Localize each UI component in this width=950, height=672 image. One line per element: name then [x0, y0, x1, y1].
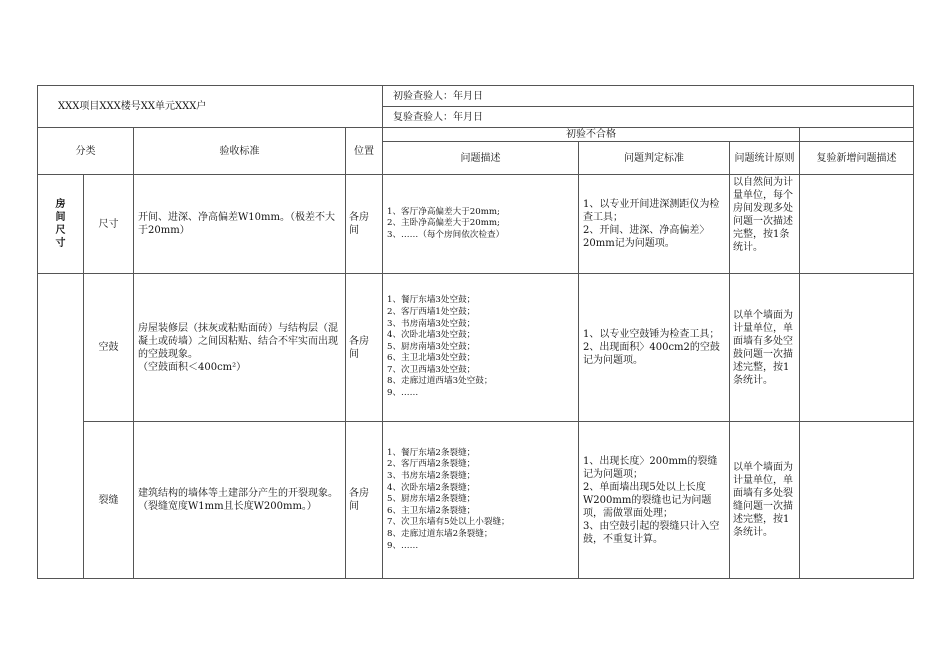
list-item: 5、厨房南墙3处空鼓； — [387, 341, 476, 352]
standard-text: 房屋装修层（抹灰或粘贴面砖）与结构层（混凝土或砖墙）之间因粘贴、结合不牢实而出现的空鼓现象。 （空鼓面积＜400cm²） — [138, 322, 338, 373]
stat-cell — [730, 422, 800, 579]
list-item: 1、餐厅东墙3处空鼓； — [387, 295, 476, 306]
location-text: 各房间 — [349, 212, 369, 236]
category-cell — [38, 274, 84, 579]
judge-text: 1、出现长度〉200mm的裂缝记为问题项； 2、单面墙出现5处以上长度W200mm的裂缝也记为问题项，需做罩面处理； 3、由空鼓引起的裂缝只计入空鼓，不重复计算。 — [583, 455, 720, 545]
subcategory-label: 尺寸 — [98, 218, 119, 230]
col-stat-principle-label: 问题统计原则 — [734, 152, 795, 164]
col-location — [346, 128, 383, 175]
standard-text: 开间、进深、净高偏差W10mm。（极差不大于20mm） — [138, 212, 335, 236]
recheck-cell — [800, 274, 914, 422]
col-standard — [134, 128, 346, 175]
subcategory-cell — [84, 175, 134, 274]
location-text: 各房间 — [349, 488, 369, 512]
location-cell — [346, 274, 383, 422]
unit-title: XXX项目XXX楼号XX单元XXX户 — [58, 101, 207, 112]
second-inspector-cell — [383, 107, 914, 128]
table-row — [38, 422, 914, 579]
problems-cell — [383, 422, 579, 579]
inspection-table — [37, 85, 914, 579]
subcategory-label: 裂缝 — [98, 494, 119, 506]
list-item: 2、客厅西墙2条裂缝； — [387, 459, 476, 470]
stat-cell — [730, 274, 800, 422]
list-item: 4、次卧东墙2条裂缝； — [387, 482, 476, 493]
list-item: 2、主卧净高偏差大于20mm; — [387, 218, 500, 229]
judge-text: 1、以专业空鼓锤为检查工具； 2、出现面积〉400cm2的空鼓记为问题项。 — [583, 329, 720, 366]
list-item: 9、…… — [387, 388, 419, 399]
subcategory-cell — [84, 422, 134, 579]
location-cell — [346, 422, 383, 579]
category-label: 房间尺寸 — [55, 199, 66, 249]
judge-cell — [579, 274, 730, 422]
list-item: 2、客厅西墙1处空鼓； — [387, 306, 476, 317]
problem-list — [387, 207, 574, 242]
col-category — [38, 128, 134, 175]
first-inspector: 初验查验人：年月日 — [393, 90, 483, 102]
list-item: 3、书房东墙2条裂缝； — [387, 471, 476, 482]
stat-text: 以单个墙面为计量单位，单面墙有多处裂缝问题一次描述完整，按1条统计。 — [733, 462, 793, 538]
list-item: 3、……（每个房间依次检查） — [387, 229, 505, 240]
stat-cell — [730, 175, 800, 274]
col-stat-principle — [730, 142, 800, 175]
col-location-label: 位置 — [354, 145, 374, 157]
first-inspector-cell — [383, 86, 914, 107]
col-standard-label: 验收标准 — [219, 145, 260, 157]
table-row — [38, 175, 914, 274]
list-item: 6、主卫东墙2条裂缝； — [387, 505, 476, 516]
col-category-label: 分类 — [75, 145, 96, 157]
standard-cell — [134, 274, 346, 422]
list-item: 3、书房南墙3处空鼓； — [387, 318, 476, 329]
problems-cell — [383, 274, 579, 422]
recheck-cell — [800, 422, 914, 579]
second-inspector: 复验查验人：年月日 — [393, 111, 483, 123]
list-item: 8、走廊过道东墙2条裂缝； — [387, 528, 493, 539]
list-item: 1、客厅净高偏差大于20mm; — [387, 206, 500, 217]
recheck-cell — [800, 175, 914, 274]
col-problem-desc-label: 问题描述 — [460, 152, 501, 164]
location-text: 各房间 — [349, 335, 369, 360]
location-cell — [346, 175, 383, 274]
col-judge-standard-label: 问题判定标准 — [624, 152, 684, 164]
col-first-fail-label: 初验不合格 — [566, 129, 616, 140]
subcategory-cell — [84, 274, 134, 422]
judge-text: 1、以专业开间进深测距仪为检查工具； 2、开间、进深、净高偏差〉20mm记为问题项。 — [583, 199, 720, 249]
list-item: 1、餐厅东墙2条裂缝； — [387, 447, 476, 458]
list-item: 9、…… — [387, 540, 419, 551]
subcategory-label: 空鼓 — [98, 342, 119, 353]
list-item: 5、厨房东墙2条裂缝； — [387, 494, 476, 505]
standard-text: 建筑结构的墙体等土建部分产生的开裂现象。 （裂缝宽度W1mm且长度W200mm。） — [138, 488, 338, 512]
judge-cell — [579, 422, 730, 579]
col-judge-standard — [579, 142, 730, 175]
problems-cell — [383, 175, 579, 274]
judge-cell — [579, 175, 730, 274]
col-first-fail-group — [383, 128, 800, 142]
standard-cell — [134, 175, 346, 274]
col-recheck-desc — [800, 142, 914, 175]
col-recheck-desc-label: 复验新增问题描述 — [816, 152, 897, 164]
list-item: 6、主卫北墙3处空鼓； — [387, 353, 476, 364]
unit-title-cell — [38, 86, 383, 128]
list-item: 7、次卫东墙有5处以上小裂缝； — [387, 517, 510, 528]
problem-list — [387, 295, 574, 399]
stat-text: 以单个墙面为计量单位，单面墙有多处空鼓问题一次描述完整，按1条统计。 — [733, 309, 793, 386]
col-problem-desc — [383, 142, 579, 175]
category-cell — [38, 175, 84, 274]
stat-text: 以自然间为计量单位，每个房间发现多处问题一次描述完整，按1条统计。 — [733, 177, 793, 253]
list-item: 8、走廊过道西墙3处空鼓； — [387, 376, 493, 387]
table-row — [38, 274, 914, 422]
col-recheck-top — [800, 128, 914, 142]
standard-cell — [134, 422, 346, 579]
list-item: 7、次卫西墙3处空鼓； — [387, 364, 476, 375]
problem-list — [387, 448, 574, 552]
list-item: 4、次卧北墙3处空鼓； — [387, 330, 476, 341]
